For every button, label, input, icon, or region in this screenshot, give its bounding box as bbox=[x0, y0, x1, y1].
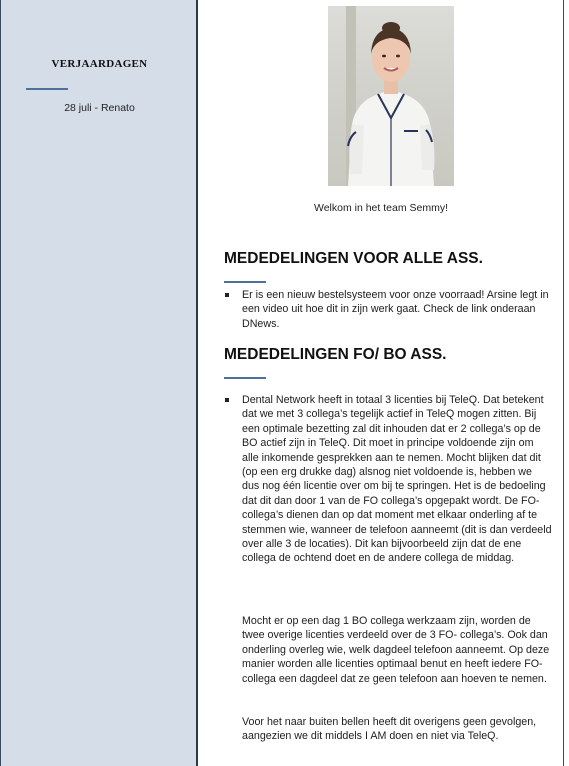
section-divider bbox=[224, 281, 266, 283]
section-heading-all-assistants: MEDEDELINGEN VOOR ALLE ASS. bbox=[224, 250, 483, 267]
sidebar-divider bbox=[26, 88, 68, 90]
paragraph-license-distribution: Mocht er op een dag 1 BO collega werkzaam zijn, worden de twee overige licenties verdeeld over de 3 FO- collega’s. Ook dan onderling overleg wie, welk dagdeel telefoon aanneemt. Op deze manier worden alle licenties optimaal benut en heeft iedere FO-collega een dagdeel dat ze geen telefoon aan hoeven te nemen. bbox=[242, 615, 550, 685]
sidebar bbox=[1, 0, 198, 766]
bullet-icon bbox=[225, 293, 229, 297]
announcement-teleq-licenses: Dental Network heeft in totaal 3 licenties bij TeleQ. Dat betekent dat we met 3 collega’s tegelijk actief in TeleQ mogen zitten. Bij een optimale bezetting zal dit inhouden dat er 2 collega’s op de BO actief zijn in TeleQ. Dit moet in principe voldoende zijn om alle inkomende gesprekken aan te nemen. Mocht blijken dat dit (op een erg drukke dag) alsnog niet voldoende is, hebben we dus nog één licentie over om bij te springen. Het is de bedoeling dat dit dan door 1 van de FO collega’s opgepakt wordt. De FO- collega’s dienen dan op dat moment met elkaar onderling af te stemmen wie, wanneer de telefoon aanneemt (dit is dan verdeeld over alle 3 de locaties). Dit kan bijvoorbeeld zijn dat de ene collega de ochtend doet en de andere collega de middag. bbox=[242, 394, 552, 565]
main-content bbox=[198, 0, 564, 766]
section-heading-fo-bo: MEDEDELINGEN FO/ BO ASS. bbox=[224, 346, 447, 363]
person-illustration bbox=[328, 6, 454, 186]
announcement-ordering-system: Er is een nieuw bestelsysteem voor onze voorraad! Arsine legt in een video uit hoe dit in zijn werk gaat. Check de link onderaan DNews. bbox=[242, 289, 549, 330]
birthday-entry: 28 juli - Renato bbox=[64, 102, 135, 114]
paragraph-outbound-calls: Voor het naar buiten bellen heeft dit overigens geen gevolgen, aangezien we dit middels I AM doen en niet via TeleQ. bbox=[242, 716, 537, 743]
bullet-icon bbox=[225, 398, 229, 402]
welcome-photo bbox=[328, 6, 454, 186]
sidebar-title: VERJAARDAGEN bbox=[51, 58, 148, 70]
welcome-caption: Welkom in het team Semmy! bbox=[313, 202, 448, 214]
section-divider bbox=[224, 377, 266, 379]
